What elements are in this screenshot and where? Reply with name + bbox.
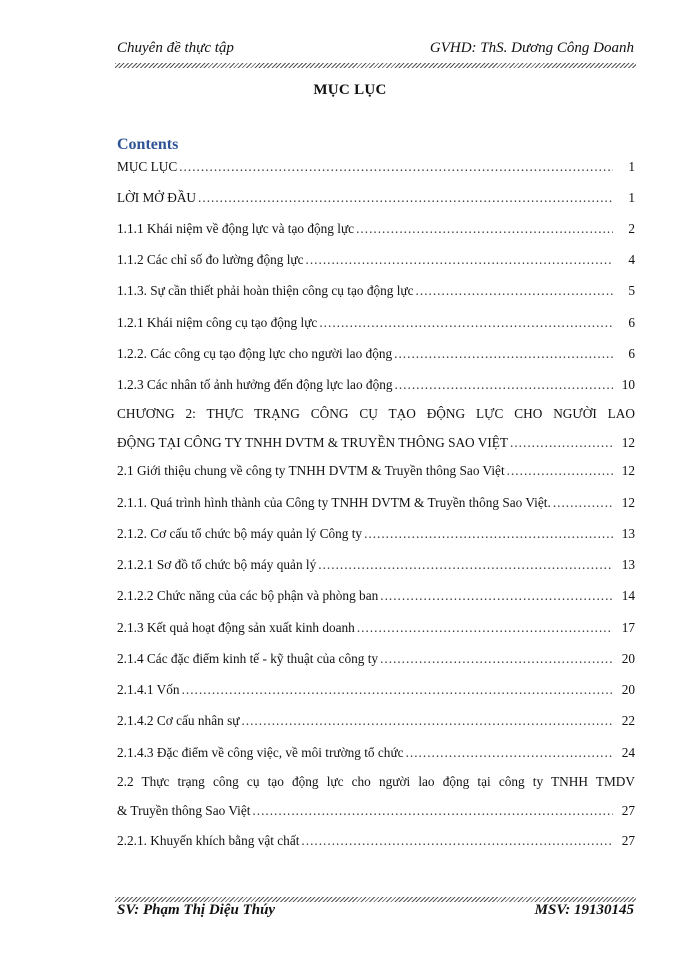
toc-dot-leader — [380, 587, 613, 605]
toc-dot-leader — [406, 744, 613, 762]
toc-dot-leader — [318, 556, 613, 574]
footer-student-id: MSV: 19130145 — [534, 902, 634, 918]
toc-entry[interactable] — [117, 556, 635, 574]
toc-page-number: 24 — [621, 745, 635, 760]
toc-page-number: 6 — [628, 315, 635, 330]
toc-entry-text: 1.2.2. Các công cụ tạo động lực cho người lao động — [117, 346, 393, 361]
toc-page-number: 12 — [621, 463, 635, 478]
toc-entry-text: & Truyền thông Sao Việt — [117, 803, 251, 818]
toc-page-number: 13 — [621, 526, 635, 541]
toc-page-number: 20 — [621, 682, 635, 697]
toc-dot-leader — [357, 619, 613, 637]
toc-entry[interactable] — [117, 158, 635, 176]
toc-entry-text: 2.1.2. Cơ cấu tổ chức bộ máy quản lý Công ty — [117, 526, 363, 541]
toc-entry-text: 1.2.1 Khái niệm công cụ tạo động lực — [117, 315, 318, 330]
page-title: MỤC LỤC — [313, 82, 387, 98]
toc-entry[interactable] — [117, 345, 635, 363]
toc-page-number: 27 — [621, 803, 635, 818]
toc-entry-text: 1.1.1 Khái niệm về động lực và tạo động lực — [117, 221, 355, 236]
toc-entry[interactable] — [117, 650, 635, 668]
toc-dot-leader — [198, 189, 613, 207]
toc-dot-leader — [301, 832, 613, 850]
toc-page-number: 4 — [628, 252, 635, 267]
header-course-title: Chuyên đề thực tập — [117, 40, 234, 56]
toc-page-number: 6 — [628, 346, 635, 361]
toc-entry-text: MỤC LỤC — [117, 159, 178, 174]
toc-dot-leader — [319, 314, 613, 332]
toc-entry[interactable] — [117, 681, 635, 699]
toc-dot-leader — [179, 158, 613, 176]
toc-entry-text: 1.1.2 Các chỉ số đo lường động lực — [117, 252, 304, 267]
toc-entry-text: 2.1.3 Kết quả hoạt động sản xuất kinh doanh — [117, 620, 355, 635]
toc-entry-text: 1.1.3. Sự cần thiết phải hoàn thiện công cụ tạo động lực — [117, 283, 414, 298]
toc-entry[interactable] — [117, 619, 635, 637]
toc-page-number: 12 — [621, 495, 635, 510]
toc-entry-text: 2.1.4.2 Cơ cấu nhân sự — [117, 713, 240, 728]
toc-entry[interactable] — [117, 282, 635, 300]
toc-page-number: 20 — [621, 651, 635, 666]
toc-page-number: 17 — [621, 620, 635, 635]
footer-student-name: SV: Phạm Thị Diệu Thúy — [117, 902, 276, 918]
toc-entry-text: 2.1.4.3 Đặc điểm về công việc, về môi trường tổ chức — [117, 745, 404, 760]
toc-entry-text: 2.1.4.1 Vốn — [117, 682, 180, 697]
toc-page-number: 2 — [628, 221, 635, 236]
toc-dot-leader — [356, 220, 613, 238]
toc-entry[interactable] — [117, 462, 635, 480]
contents-heading: Contents — [117, 136, 179, 153]
toc-entry-text: 2.1.1. Quá trình hình thành của Công ty TNHH DVTM & Truyền thông Sao Việt. — [117, 495, 551, 510]
toc-entry-text: LỜI MỞ ĐẦU — [117, 190, 197, 205]
toc-entry[interactable] — [117, 494, 635, 512]
toc-entry[interactable] — [117, 712, 635, 730]
page-footer — [117, 902, 634, 924]
toc-page-number: 1 — [628, 190, 635, 205]
toc-dot-leader — [182, 681, 613, 699]
toc-entry-text: ĐỘNG TẠI CÔNG TY TNHH DVTM & TRUYỀN THÔNG SAO VIỆT — [117, 435, 509, 450]
toc-dot-leader — [510, 434, 613, 452]
toc-dot-leader — [395, 376, 613, 394]
toc-entry[interactable] — [117, 587, 635, 605]
toc-entry-text: 2.2.1. Khuyến khích bằng vật chất — [117, 833, 300, 848]
toc-entry-text: 2.1.4 Các đặc điểm kinh tế - kỹ thuật của công ty — [117, 651, 379, 666]
toc-dot-leader — [416, 282, 613, 300]
toc-page-number: 22 — [621, 713, 635, 728]
toc-entry[interactable] — [117, 405, 635, 452]
toc-entry[interactable] — [117, 773, 635, 820]
toc-entry[interactable] — [117, 525, 635, 543]
toc-entry[interactable] — [117, 376, 635, 394]
toc-dot-leader — [241, 712, 613, 730]
toc-dot-leader — [553, 494, 613, 512]
toc-entry-text-line1: CHƯƠNG 2: THỰC TRẠNG CÔNG CỤ TẠO ĐỘNG LỰC CHO NGƯỜI LAO — [117, 406, 635, 421]
toc-entry-text: 2.1.2.2 Chức năng của các bộ phận và phòng ban — [117, 588, 379, 603]
toc-entry[interactable] — [117, 314, 635, 332]
toc-entry[interactable] — [117, 744, 635, 762]
toc-page-number: 1 — [628, 159, 635, 174]
toc-entry[interactable] — [117, 189, 635, 207]
toc-page-number: 10 — [621, 377, 635, 392]
toc-dot-leader — [252, 802, 613, 820]
toc-entry-text: 2.1.2.1 Sơ đồ tổ chức bộ máy quản lý — [117, 557, 317, 572]
toc-dot-leader — [380, 650, 613, 668]
toc-dot-leader — [394, 345, 613, 363]
toc-entry[interactable] — [117, 251, 635, 269]
toc-entry-text-line1: 2.2 Thực trạng công cụ tạo động lực cho người lao động tại công ty TNHH TMDV — [117, 774, 635, 789]
toc-page-number: 12 — [621, 435, 635, 450]
header-supervisor: GVHD: ThS. Dương Công Doanh — [429, 40, 634, 56]
toc-dot-leader — [507, 462, 613, 480]
toc-entry-text: 1.2.3 Các nhân tố ảnh hưởng đến động lực lao động — [117, 377, 393, 392]
table-of-contents — [117, 0, 635, 900]
toc-dot-leader — [306, 251, 613, 269]
toc-page-number: 5 — [628, 283, 635, 298]
toc-entry[interactable] — [117, 832, 635, 850]
toc-page-number: 13 — [621, 557, 635, 572]
toc-entry[interactable] — [117, 220, 635, 238]
toc-entry-text: 2.1 Giới thiệu chung về công ty TNHH DVTM & Truyền thông Sao Việt — [117, 463, 505, 478]
toc-page-number: 14 — [621, 588, 635, 603]
toc-dot-leader — [364, 525, 613, 543]
toc-page-number: 27 — [621, 833, 635, 848]
